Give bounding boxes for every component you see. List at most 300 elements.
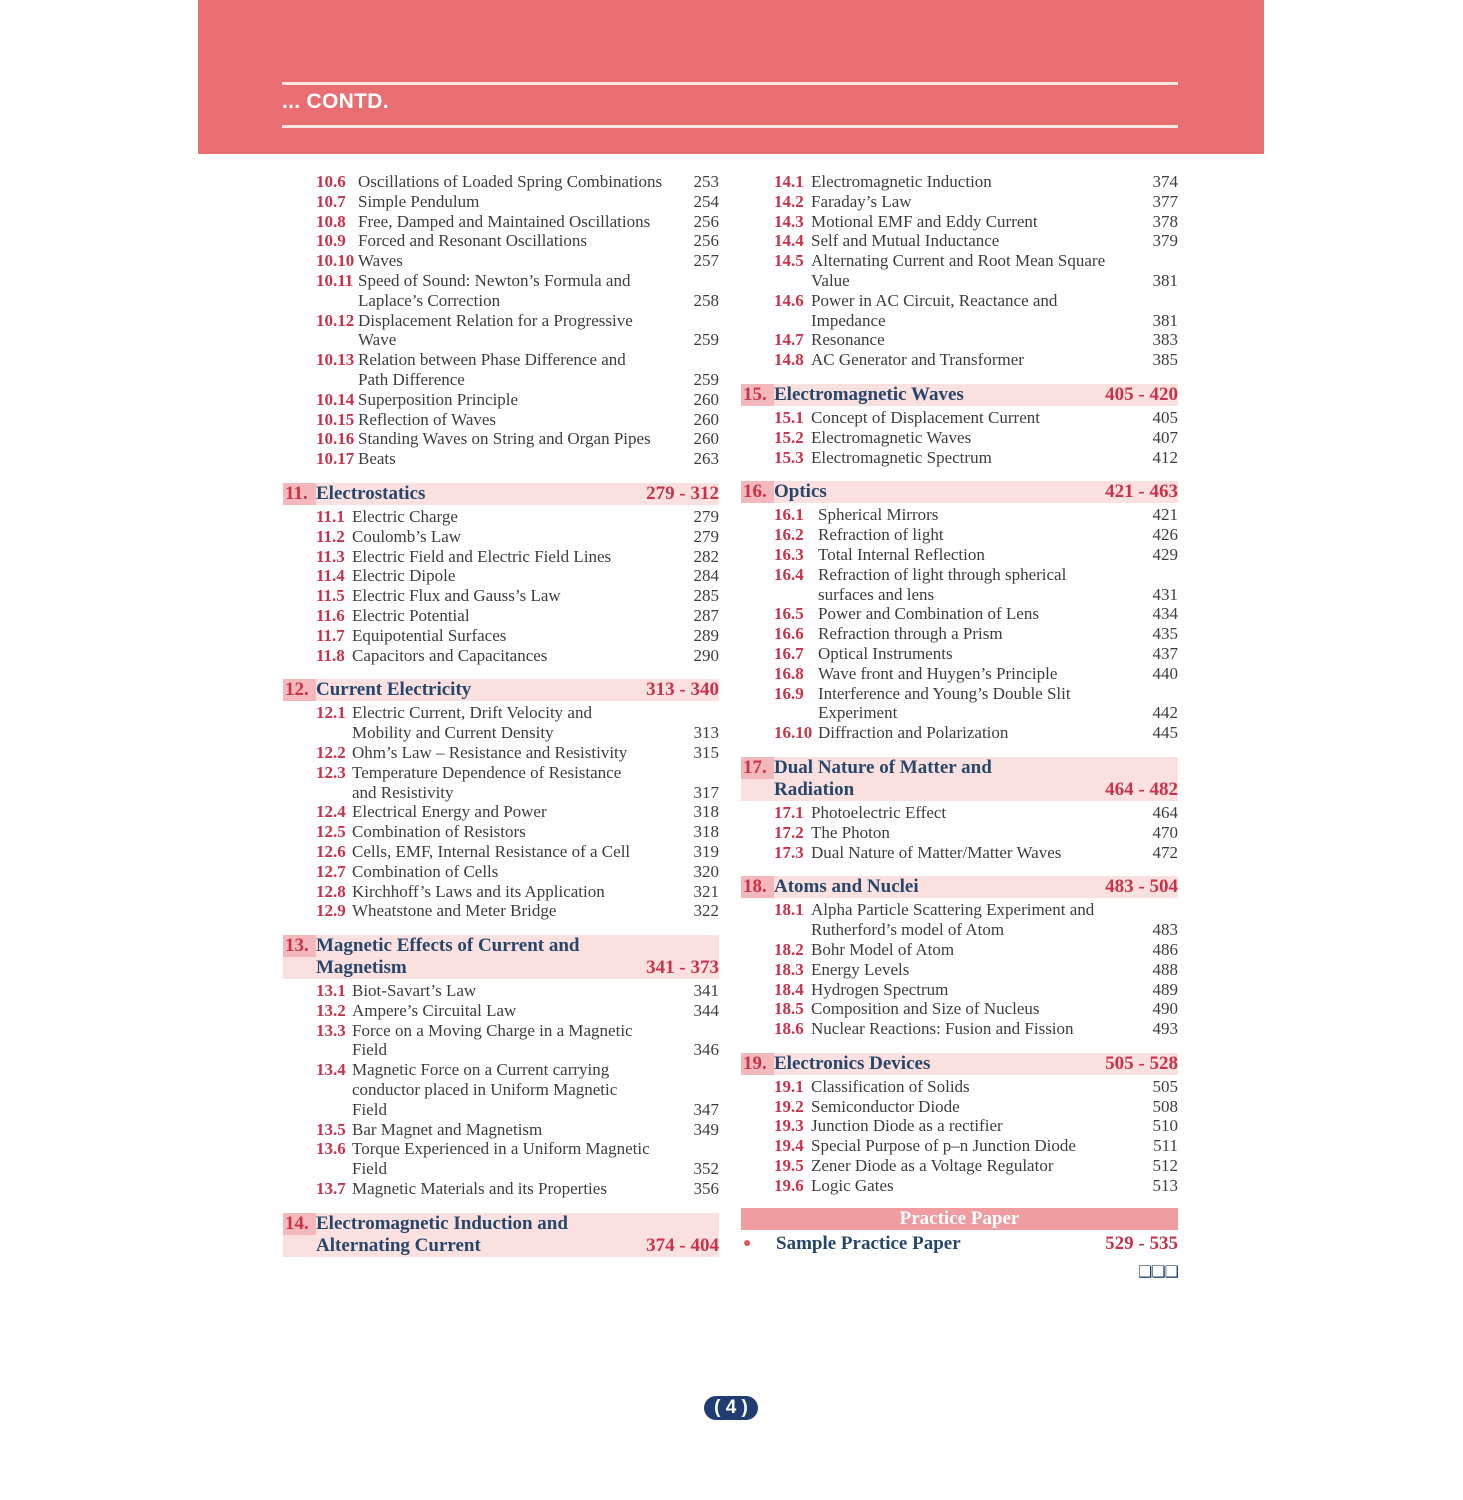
toc-entry[interactable]: [741, 1019, 1178, 1039]
section-number: 14.3: [774, 211, 804, 231]
chapter-title: Atoms and Nuclei: [774, 876, 919, 898]
section-number: 18.4: [774, 979, 804, 999]
chapter-heading[interactable]: [283, 1213, 719, 1257]
section-title: Self and Mutual Inductance: [811, 231, 1000, 251]
toc-entry[interactable]: [741, 1097, 1178, 1117]
toc-entry[interactable]: [283, 212, 719, 232]
section-page: 313: [693, 723, 719, 743]
toc-entry[interactable]: [283, 410, 719, 430]
chapter-title: Optics: [774, 481, 827, 503]
toc-entry[interactable]: [283, 646, 719, 666]
section-number: 12.9: [316, 901, 346, 921]
section-number: 16.10: [774, 723, 813, 743]
section-page: 284: [693, 566, 719, 586]
section-number: 13.3: [316, 1020, 346, 1040]
section-number: 17.1: [774, 802, 804, 822]
section-number: 16.2: [774, 525, 804, 545]
toc-entry[interactable]: [283, 311, 719, 351]
section-page: 321: [693, 881, 719, 901]
section-title: Total Internal Reflection: [818, 544, 985, 564]
section-page: 282: [693, 546, 719, 566]
section-page: 385: [1152, 350, 1178, 370]
toc-entry[interactable]: [283, 390, 719, 410]
section-page: 407: [1152, 427, 1178, 447]
toc-entry[interactable]: [283, 1179, 719, 1199]
toc-entry[interactable]: [283, 981, 719, 1001]
section-number: 12.5: [316, 822, 346, 842]
toc-entry[interactable]: [283, 822, 719, 842]
section-title: Capacitors and Capacitances: [352, 645, 548, 665]
section-title: Waves: [358, 251, 403, 271]
section-title: Alternating Current and Root Mean Square Value: [811, 251, 1106, 290]
toc-entry[interactable]: [283, 743, 719, 763]
header-rule-top: [282, 82, 1178, 85]
toc-entry[interactable]: [283, 763, 719, 803]
chapter-number: 18.: [741, 876, 774, 898]
section-page: 260: [693, 409, 719, 429]
section-page: 490: [1152, 999, 1178, 1019]
section-number: 12.3: [316, 762, 346, 782]
section-number: 11.3: [316, 546, 345, 566]
toc-entry[interactable]: [741, 999, 1178, 1019]
section-title: Oscillations of Loaded Spring Combinations: [358, 172, 663, 191]
section-title: Superposition Principle: [358, 389, 519, 409]
toc-entry[interactable]: [283, 802, 719, 822]
practice-paper-title: Sample Practice Paper: [776, 1232, 961, 1254]
section-title: Electromagnetic Waves: [811, 427, 972, 447]
chapter-page-range: 279 - 312: [646, 482, 719, 504]
chapter-heading[interactable]: [283, 483, 719, 505]
toc-entry[interactable]: [283, 703, 719, 743]
section-page: 289: [693, 625, 719, 645]
section-title: Biot-Savart’s Law: [352, 981, 477, 1001]
section-title: Faraday’s Law: [811, 191, 912, 211]
section-page: 320: [693, 861, 719, 881]
section-page: 437: [1152, 643, 1178, 663]
section-title: Logic Gates: [811, 1175, 894, 1195]
toc-entry[interactable]: [741, 330, 1178, 350]
end-mark-icon: ❑❑❑: [1137, 1261, 1178, 1281]
section-number: 10.8: [316, 211, 346, 231]
section-page: 434: [1152, 604, 1178, 624]
toc-entry[interactable]: [741, 1077, 1178, 1097]
section-number: 12.6: [316, 841, 346, 861]
section-title: Spherical Mirrors: [818, 505, 939, 525]
section-page: 356: [693, 1179, 719, 1199]
section-page: 508: [1152, 1096, 1178, 1116]
chapter-number: 19.: [741, 1053, 774, 1075]
section-number: 16.3: [774, 544, 804, 564]
section-number: 13.4: [316, 1060, 346, 1080]
toc-entry[interactable]: [741, 644, 1178, 664]
toc-entry[interactable]: [741, 212, 1178, 232]
section-page: 421: [1152, 505, 1178, 525]
chapter-heading[interactable]: [283, 935, 719, 979]
section-title: Power in AC Circuit, Reactance and Impedance: [811, 290, 1058, 330]
section-title: The Photon: [811, 822, 890, 842]
section-page: 426: [1152, 525, 1178, 545]
toc-entry[interactable]: [741, 1116, 1178, 1136]
section-title: Special Purpose of p–n Junction Diode: [811, 1136, 1076, 1156]
chapter-number: 16.: [741, 481, 774, 503]
section-page: 374: [1152, 172, 1178, 191]
toc-entry[interactable]: [741, 251, 1178, 291]
toc-entry[interactable]: [283, 547, 719, 567]
section-page: 431: [1152, 584, 1178, 604]
section-page: 263: [693, 449, 719, 469]
chapter-page-range: 313 - 340: [646, 679, 719, 701]
section-number: 18.1: [774, 900, 804, 920]
section-number: 13.5: [316, 1119, 346, 1139]
toc-entry[interactable]: [741, 843, 1178, 863]
section-page: 510: [1152, 1116, 1178, 1136]
toc-entry[interactable]: [741, 408, 1178, 428]
section-title: Electric Charge: [352, 506, 458, 526]
toc-entry[interactable]: [283, 507, 719, 527]
section-number: 18.5: [774, 999, 804, 1019]
section-title: Nuclear Reactions: Fusion and Fission: [811, 1019, 1074, 1039]
toc-entry[interactable]: [283, 606, 719, 626]
section-title: Power and Combination of Lens: [818, 604, 1039, 624]
section-page: 258: [693, 290, 719, 310]
section-title: Photoelectric Effect: [811, 802, 947, 822]
toc-entry[interactable]: [741, 505, 1178, 525]
section-page: 352: [693, 1159, 719, 1179]
chapter-heading[interactable]: [741, 1053, 1178, 1075]
toc-entry[interactable]: [741, 1176, 1178, 1196]
toc-entry[interactable]: [283, 586, 719, 606]
section-number: 16.1: [774, 505, 804, 525]
section-title: Relation between Phase Difference and Path Difference: [358, 350, 626, 389]
section-title: Energy Levels: [811, 959, 910, 979]
toc-entry[interactable]: [741, 960, 1178, 980]
toc-entry[interactable]: [741, 803, 1178, 823]
section-number: 16.5: [774, 604, 804, 624]
chapter-heading[interactable]: [741, 757, 1178, 801]
section-page: 346: [693, 1040, 719, 1060]
section-page: 470: [1152, 822, 1178, 842]
chapter-page-range: 421 - 463: [1105, 481, 1178, 503]
practice-paper-entry[interactable]: [741, 1232, 1178, 1256]
section-title: Dual Nature of Matter/Matter Waves: [811, 842, 1062, 862]
section-title: Magnetic Materials and its Properties: [352, 1179, 607, 1199]
chapter-number: 14.: [283, 1213, 316, 1235]
section-title: Magnetic Force on a Current carrying conductor placed in Uniform Magnetic Field: [352, 1060, 618, 1119]
chapter-title: Current Electricity: [316, 679, 472, 701]
section-page: 512: [1152, 1156, 1178, 1176]
toc-entry[interactable]: [283, 1001, 719, 1021]
chapter-page-range: 483 - 504: [1105, 876, 1178, 898]
section-number: 12.8: [316, 881, 346, 901]
section-page: 377: [1152, 191, 1178, 211]
section-title: Interference and Young’s Double Slit Experiment: [818, 683, 1071, 723]
section-number: 10.16: [316, 429, 355, 449]
section-title: Force on a Moving Charge in a Magnetic Field: [352, 1020, 633, 1060]
section-title: Wave front and Huygen’s Principle: [818, 663, 1058, 683]
section-page: 290: [693, 645, 719, 665]
section-title: Wheatstone and Meter Bridge: [352, 901, 557, 921]
section-page: 378: [1152, 211, 1178, 231]
section-title: Electric Potential: [352, 605, 470, 625]
toc-entry[interactable]: [283, 1139, 719, 1179]
toc-entry[interactable]: [283, 251, 719, 271]
section-page: 429: [1152, 544, 1178, 564]
section-title: Reflection of Waves: [358, 409, 497, 429]
toc-entry[interactable]: [741, 172, 1178, 192]
toc-entry[interactable]: [741, 231, 1178, 251]
section-title: Refraction of light through spherical surfaces and lens: [818, 564, 1067, 604]
section-title: Cells, EMF, Internal Resistance of a Cell: [352, 841, 631, 861]
toc-entry[interactable]: [741, 940, 1178, 960]
section-page: 445: [1152, 723, 1178, 743]
toc-entry[interactable]: [741, 624, 1178, 644]
section-number: 11.2: [316, 526, 345, 546]
section-number: 11.1: [316, 506, 345, 526]
section-page: 349: [693, 1119, 719, 1139]
section-number: 12.4: [316, 802, 346, 822]
section-title: Concept of Displacement Current: [811, 407, 1040, 427]
right-entries: [741, 172, 1178, 1196]
section-number: 13.6: [316, 1139, 346, 1159]
page-number: ( 4 ): [704, 1396, 758, 1420]
chapter-title: Electrostatics: [316, 482, 426, 504]
toc-entry[interactable]: [283, 1021, 719, 1061]
section-page: 472: [1152, 842, 1178, 862]
section-title: Beats: [358, 449, 396, 469]
section-page: 279: [693, 506, 719, 526]
section-title: Equipotential Surfaces: [352, 625, 507, 645]
toc-entry[interactable]: [741, 900, 1178, 940]
chapter-number: 13.: [283, 935, 316, 957]
toc-entry[interactable]: [283, 626, 719, 646]
section-title: Ampere’s Circuital Law: [352, 1000, 517, 1020]
toc-entry[interactable]: [741, 1156, 1178, 1176]
section-number: 15.3: [774, 447, 804, 467]
section-number: 13.2: [316, 1000, 346, 1020]
toc-entry[interactable]: [741, 604, 1178, 624]
toc-entry[interactable]: [283, 449, 719, 469]
section-title: Resonance: [811, 330, 885, 350]
practice-paper-pages: 529 - 535: [1105, 1232, 1178, 1254]
section-title: Refraction of light: [818, 525, 944, 545]
section-number: 11.4: [316, 566, 345, 586]
section-page: 464: [1152, 802, 1178, 822]
section-title: AC Generator and Transformer: [811, 350, 1024, 370]
chapter-heading[interactable]: [741, 481, 1178, 503]
section-number: 10.17: [316, 449, 355, 469]
toc-entry[interactable]: [741, 565, 1178, 605]
section-page: 341: [693, 981, 719, 1001]
chapter-number: 12.: [283, 679, 316, 701]
section-page: 344: [693, 1000, 719, 1020]
section-title: Speed of Sound: Newton’s Formula and Laplace’s Correction: [358, 270, 631, 310]
section-title: Electric Current, Drift Velocity and Mobility and Current Density: [352, 703, 592, 743]
section-title: Refraction through a Prism: [818, 624, 1003, 644]
section-page: 317: [693, 782, 719, 802]
section-number: 12.1: [316, 703, 346, 723]
section-number: 15.2: [774, 427, 804, 447]
toc-entry[interactable]: [741, 291, 1178, 331]
section-title: Electrical Energy and Power: [352, 802, 547, 822]
chapter-page-range: 405 - 420: [1105, 383, 1178, 405]
toc-entry[interactable]: [283, 231, 719, 251]
section-page: 493: [1152, 1019, 1178, 1039]
toc-entry[interactable]: [283, 1120, 719, 1140]
chapter-page-range: 464 - 482: [1105, 778, 1178, 800]
section-page: 442: [1152, 703, 1178, 723]
toc-entry[interactable]: [283, 271, 719, 311]
section-number: 18.6: [774, 1019, 804, 1039]
section-number: 16.9: [774, 683, 804, 703]
section-title: Bohr Model of Atom: [811, 939, 955, 959]
chapter-number: 15.: [741, 384, 774, 406]
section-number: 11.7: [316, 625, 345, 645]
section-number: 19.4: [774, 1136, 804, 1156]
chapter-title: Electronics Devices: [774, 1052, 931, 1074]
section-title: Electric Flux and Gauss’s Law: [352, 586, 561, 606]
section-title: Simple Pendulum: [358, 191, 480, 211]
toc-entry[interactable]: [741, 448, 1178, 468]
toc-entry[interactable]: [283, 862, 719, 882]
section-title: Composition and Size of Nucleus: [811, 999, 1040, 1019]
toc-entry[interactable]: [283, 901, 719, 921]
section-page: 260: [693, 389, 719, 409]
section-page: 259: [693, 330, 719, 350]
section-page: 257: [693, 251, 719, 271]
section-number: 10.9: [316, 231, 346, 251]
section-title: Combination of Cells: [352, 861, 499, 881]
toc-entry[interactable]: [283, 192, 719, 212]
section-number: 11.6: [316, 605, 345, 625]
chapter-heading[interactable]: [741, 876, 1178, 898]
section-number: 11.8: [316, 645, 345, 665]
section-number: 18.3: [774, 959, 804, 979]
section-page: 315: [693, 742, 719, 762]
section-title: Bar Magnet and Magnetism: [352, 1119, 543, 1139]
section-number: 10.6: [316, 172, 346, 191]
toc-entry[interactable]: [283, 882, 719, 902]
practice-paper-heading: Practice Paper: [741, 1208, 1178, 1230]
contents-right-column: [741, 172, 1178, 1281]
chapter-title: Magnetic Effects of Current and Magnetism: [316, 935, 580, 979]
contents-left-column: [283, 172, 719, 1259]
toc-entry[interactable]: [283, 566, 719, 586]
section-page: 381: [1152, 310, 1178, 330]
section-page: 381: [1152, 270, 1178, 290]
toc-entry[interactable]: [741, 192, 1178, 212]
section-title: Electric Dipole: [352, 566, 456, 586]
section-number: 10.13: [316, 350, 355, 370]
section-title: Temperature Dependence of Resistance and Resistivity: [352, 762, 622, 802]
section-number: 10.12: [316, 310, 355, 330]
section-number: 19.1: [774, 1076, 804, 1096]
section-page: 287: [693, 605, 719, 625]
toc-entry[interactable]: [283, 527, 719, 547]
toc-entry[interactable]: [741, 664, 1178, 684]
section-page: 483: [1152, 920, 1178, 940]
section-number: 14.8: [774, 350, 804, 370]
section-page: 318: [693, 802, 719, 822]
chapter-page-range: 374 - 404: [646, 1234, 719, 1256]
section-page: 319: [693, 841, 719, 861]
section-page: 318: [693, 822, 719, 842]
section-title: Electric Field and Electric Field Lines: [352, 546, 612, 566]
section-page: 435: [1152, 624, 1178, 644]
section-number: 14.1: [774, 172, 804, 191]
toc-entry[interactable]: [283, 842, 719, 862]
section-title: Electromagnetic Induction: [811, 172, 992, 191]
section-number: 13.1: [316, 981, 346, 1001]
section-title: Displacement Relation for a Progressive Wave: [358, 310, 633, 350]
toc-entry[interactable]: [741, 823, 1178, 843]
header-title: ... CONTD.: [282, 90, 389, 113]
section-page: 253: [693, 172, 719, 191]
toc-entry[interactable]: [741, 980, 1178, 1000]
chapter-page-range: 341 - 373: [646, 957, 719, 979]
section-title: Semiconductor Diode: [811, 1096, 960, 1116]
toc-entry[interactable]: [283, 429, 719, 449]
chapter-heading[interactable]: [741, 384, 1178, 406]
chapter-title: Electromagnetic Induction and Alternating Current: [316, 1212, 568, 1256]
toc-entry[interactable]: [741, 723, 1178, 743]
section-page: 405: [1152, 407, 1178, 427]
chapter-heading[interactable]: [283, 679, 719, 701]
section-number: 19.3: [774, 1116, 804, 1136]
section-title: Diffraction and Polarization: [818, 723, 1009, 743]
toc-entry[interactable]: [741, 1136, 1178, 1156]
section-page: 488: [1152, 959, 1178, 979]
section-number: 10.14: [316, 389, 355, 409]
toc-entry[interactable]: [283, 350, 719, 390]
section-page: 379: [1152, 231, 1178, 251]
toc-entry[interactable]: [741, 350, 1178, 370]
page-header: [198, 0, 1264, 154]
toc-entry[interactable]: [741, 684, 1178, 724]
section-title: Coulomb’s Law: [352, 526, 462, 546]
section-title: Alpha Particle Scattering Experiment and Rutherford’s model of Atom: [811, 900, 1095, 940]
toc-entry[interactable]: [741, 428, 1178, 448]
section-number: 16.6: [774, 624, 804, 644]
toc-entry[interactable]: [741, 545, 1178, 565]
section-page: 383: [1152, 330, 1178, 350]
toc-entry[interactable]: [283, 1060, 719, 1119]
section-page: 279: [693, 526, 719, 546]
section-title: Junction Diode as a rectifier: [811, 1116, 1003, 1136]
section-number: 14.5: [774, 251, 804, 271]
section-title: Hydrogen Spectrum: [811, 979, 949, 999]
chapter-page-range: 505 - 528: [1105, 1052, 1178, 1074]
section-number: 19.5: [774, 1156, 804, 1176]
section-number: 19.6: [774, 1175, 804, 1195]
section-title: Optical Instruments: [818, 643, 953, 663]
section-number: 17.2: [774, 822, 804, 842]
section-title: Kirchhoff’s Laws and its Application: [352, 881, 605, 901]
toc-entry[interactable]: [741, 525, 1178, 545]
section-page: 256: [693, 211, 719, 231]
section-number: 15.1: [774, 407, 804, 427]
chapter-number: 17.: [741, 757, 774, 779]
section-number: 10.11: [316, 270, 354, 290]
section-page: 322: [693, 901, 719, 921]
section-title: Classification of Solids: [811, 1076, 970, 1096]
section-number: 14.4: [774, 231, 804, 251]
section-number: 18.2: [774, 939, 804, 959]
header-rule-bottom: [282, 125, 1178, 128]
section-title: Electromagnetic Spectrum: [811, 447, 992, 467]
section-number: 14.6: [774, 290, 804, 310]
toc-entry[interactable]: [283, 172, 719, 192]
section-page: 440: [1152, 663, 1178, 683]
